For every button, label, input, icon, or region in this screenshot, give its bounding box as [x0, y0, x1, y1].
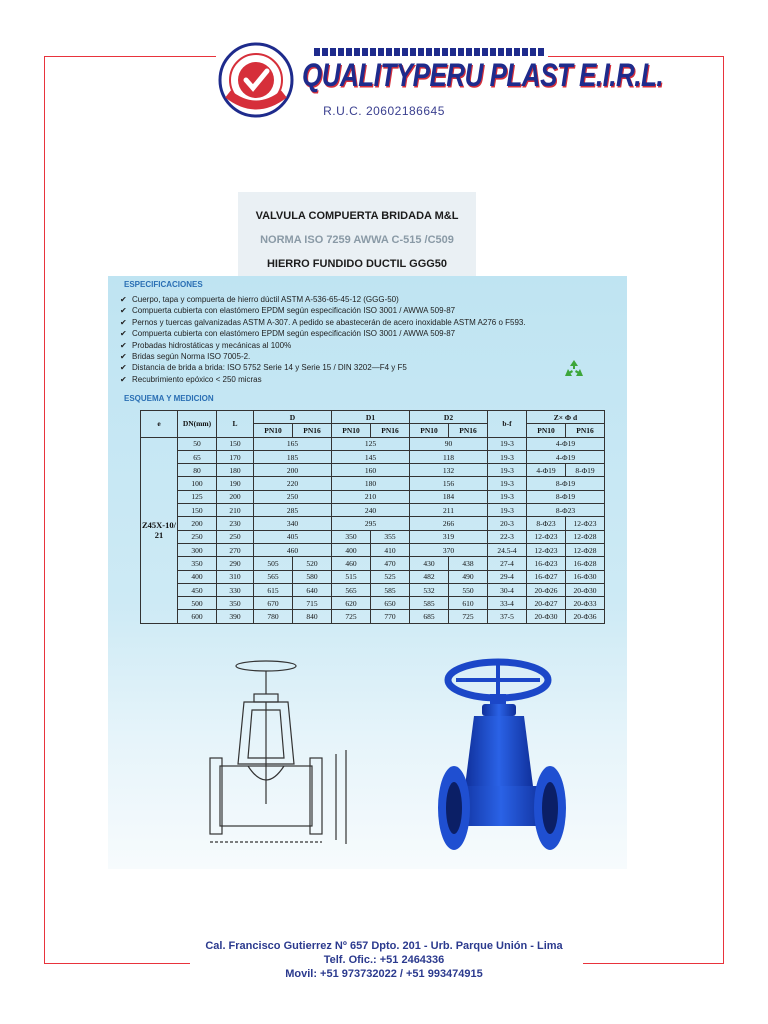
table-cell: 525 — [371, 570, 410, 583]
table-cell: 190 — [217, 477, 254, 490]
table-cell: 715 — [293, 597, 332, 610]
table-cell: 16-Φ30 — [566, 570, 605, 583]
product-title: VALVULA COMPUERTA BRIDADA M&L — [255, 210, 459, 222]
table-cell: 12-Φ23 — [566, 517, 605, 530]
table-cell: 8-Φ19 — [527, 477, 605, 490]
table-cell: 405 — [254, 530, 332, 543]
table-cell: 100 — [178, 477, 217, 490]
check-icon: ✔ — [120, 306, 127, 316]
spec-item — [120, 351, 526, 362]
table-cell: 240 — [332, 504, 410, 517]
table-cell: 8-Φ23 — [527, 517, 566, 530]
spec-text: Probadas hidrostáticas y mecánicas al 100% — [132, 340, 292, 350]
table-cell: 390 — [217, 610, 254, 623]
table-cell: 165 — [254, 437, 332, 450]
table-cell: 19-3 — [488, 477, 527, 490]
table-cell: 20-Φ33 — [566, 597, 605, 610]
table-cell: 685 — [410, 610, 449, 623]
table-cell: 780 — [254, 610, 293, 623]
check-icon: ✔ — [120, 363, 127, 373]
table-cell: 505 — [254, 557, 293, 570]
table-cell: 670 — [254, 597, 293, 610]
spec-item — [120, 317, 526, 328]
table-cell: 210 — [217, 504, 254, 517]
table-cell: 19-3 — [488, 464, 527, 477]
table-cell: 250 — [217, 530, 254, 543]
table-cell: 30-4 — [488, 583, 527, 596]
table-cell: 180 — [217, 464, 254, 477]
frame-top-left-line — [44, 56, 216, 57]
dimension-table — [140, 410, 605, 624]
table-row — [141, 543, 605, 556]
table-cell: 160 — [332, 464, 410, 477]
specs-list — [120, 294, 526, 385]
valve-technical-drawing — [208, 654, 358, 862]
table-cell: 500 — [178, 597, 217, 610]
table-cell: 840 — [293, 610, 332, 623]
product-material: HIERRO FUNDIDO DUCTIL GGG50 — [266, 258, 448, 270]
table-cell: 12-Φ23 — [527, 530, 566, 543]
table-cell: 600 — [178, 610, 217, 623]
brand-stripe — [314, 48, 544, 56]
table-cell: 185 — [254, 450, 332, 463]
spec-text: Bridas según Norma ISO 7005-2. — [132, 352, 251, 362]
table-cell: 270 — [217, 543, 254, 556]
footer-phone: Telf. Ofic.: +51 2464336 — [323, 954, 445, 966]
table-cell: 250 — [254, 490, 332, 503]
table-row — [141, 437, 605, 450]
table-cell: 65 — [178, 450, 217, 463]
table-cell: 550 — [449, 583, 488, 596]
frame-right-line — [723, 56, 724, 964]
table-cell: 150 — [178, 504, 217, 517]
table-cell: 27-4 — [488, 557, 527, 570]
table-cell: 532 — [410, 583, 449, 596]
table-cell: 19-3 — [488, 437, 527, 450]
table-cell: 330 — [217, 583, 254, 596]
table-cell: 12-Φ23 — [527, 543, 566, 556]
col-l: L — [217, 411, 254, 438]
table-row — [141, 477, 605, 490]
col-d: D — [254, 411, 332, 424]
table-cell: 400 — [332, 543, 371, 556]
table-cell: 490 — [449, 570, 488, 583]
spec-text: Recubrimiento epóxico < 250 micras — [132, 374, 262, 384]
table-cell: 20-3 — [488, 517, 527, 530]
table-cell: 20-Φ27 — [527, 597, 566, 610]
table-cell: 430 — [410, 557, 449, 570]
table-row — [141, 597, 605, 610]
table-cell: 16-Φ28 — [566, 557, 605, 570]
table-cell: 620 — [332, 597, 371, 610]
table-cell: 230 — [217, 517, 254, 530]
table-cell: 211 — [410, 504, 488, 517]
col-d1-pn16: PN16 — [371, 424, 410, 437]
table-cell: 4-Φ19 — [527, 437, 605, 450]
table-cell: 4-Φ19 — [527, 464, 566, 477]
brand-name: QUALITYPERU PLAST E.I.R.L. — [302, 56, 664, 94]
col-dn: DN(mm) — [178, 411, 217, 438]
spec-text: Distancia de brida a brida: ISO 5752 Serie 14 y Serie 15 / DIN 3202—F4 y F5 — [132, 363, 407, 373]
table-cell: 520 — [293, 557, 332, 570]
col-d2-pn16: PN16 — [449, 424, 488, 437]
table-cell: 585 — [371, 583, 410, 596]
table-cell: 20-Φ26 — [527, 583, 566, 596]
table-cell: 200 — [178, 517, 217, 530]
check-icon: ✔ — [120, 329, 127, 339]
table-row — [141, 464, 605, 477]
spec-item — [120, 362, 526, 373]
table-row — [141, 517, 605, 530]
table-cell: 80 — [178, 464, 217, 477]
table-cell: 22-3 — [488, 530, 527, 543]
table-cell: 585 — [410, 597, 449, 610]
table-cell: 118 — [410, 450, 488, 463]
table-cell: 220 — [254, 477, 332, 490]
spec-item — [120, 374, 526, 385]
footer-mobile: Movil: +51 973732022 / +51 993474915 — [285, 968, 483, 980]
table-cell: 350 — [178, 557, 217, 570]
table-cell: 16-Φ23 — [527, 557, 566, 570]
recycle-icon — [562, 358, 586, 382]
table-cell: 8-Φ23 — [527, 504, 605, 517]
table-cell: 725 — [332, 610, 371, 623]
spec-text: Cuerpo, tapa y compuerta de hierro dúctil ASTM A-536-65-45-12 (GGG-50) — [132, 295, 399, 304]
table-cell: 615 — [254, 583, 293, 596]
table-cell: 250 — [178, 530, 217, 543]
col-d2-pn10: PN10 — [410, 424, 449, 437]
col-z-pn10: PN10 — [527, 424, 566, 437]
table-row — [141, 570, 605, 583]
table-cell: 350 — [332, 530, 371, 543]
table-cell: 640 — [293, 583, 332, 596]
table-row — [141, 530, 605, 543]
table-cell: 319 — [410, 530, 488, 543]
table-cell: 200 — [254, 464, 332, 477]
table-cell: 285 — [254, 504, 332, 517]
scheme-title: ESQUEMA Y MEDICION — [124, 394, 214, 403]
frame-left-line — [44, 56, 45, 964]
check-icon: ✔ — [120, 317, 127, 327]
col-d-pn16: PN16 — [293, 424, 332, 437]
col-z-pn16: PN16 — [566, 424, 605, 437]
table-cell: 355 — [371, 530, 410, 543]
table-cell: 515 — [332, 570, 371, 583]
table-cell: 50 — [178, 437, 217, 450]
check-icon: ✔ — [120, 374, 127, 384]
table-cell: 37-5 — [488, 610, 527, 623]
table-cell: 210 — [332, 490, 410, 503]
check-icon: ✔ — [120, 340, 127, 350]
gate-valve-photo — [426, 654, 576, 866]
table-cell: 180 — [332, 477, 410, 490]
table-cell: 450 — [178, 583, 217, 596]
table-cell: 90 — [410, 437, 488, 450]
table-cell: 19-3 — [488, 450, 527, 463]
table-cell: 20-Φ30 — [527, 610, 566, 623]
table-cell: 156 — [410, 477, 488, 490]
check-icon: ✔ — [120, 352, 127, 362]
specs-title: ESPECIFICACIONES — [124, 280, 203, 289]
table-cell: 565 — [332, 583, 371, 596]
footer-address: Cal. Francisco Gutierrez Nº 657 Dpto. 201 - Urb. Parque Unión - Lima — [205, 940, 563, 952]
table-cell: 12-Φ28 — [566, 543, 605, 556]
table-cell: 29-4 — [488, 570, 527, 583]
table-cell: 8-Φ19 — [566, 464, 605, 477]
col-d1: D1 — [332, 411, 410, 424]
table-cell: 16-Φ27 — [527, 570, 566, 583]
col-bf: b-f — [488, 411, 527, 438]
table-row — [141, 490, 605, 503]
table-row — [141, 610, 605, 623]
table-cell: 125 — [178, 490, 217, 503]
dimension-table-body — [141, 437, 605, 623]
spec-item — [120, 305, 526, 316]
table-cell: 8-Φ19 — [527, 490, 605, 503]
table-cell: 33-4 — [488, 597, 527, 610]
table-cell: 400 — [178, 570, 217, 583]
table-cell: 580 — [293, 570, 332, 583]
table-cell: 725 — [449, 610, 488, 623]
table-cell: 350 — [217, 597, 254, 610]
table-cell: 410 — [371, 543, 410, 556]
check-icon: ✔ — [120, 295, 127, 304]
table-cell: 295 — [332, 517, 410, 530]
table-cell: 12-Φ28 — [566, 530, 605, 543]
col-e: e — [141, 411, 178, 438]
table-cell: 20-Φ36 — [566, 610, 605, 623]
spec-text: Compuerta cubierta con elastómero EPDM según especificación ISO 3001 / AWWA 509-87 — [132, 306, 456, 316]
table-cell: 470 — [371, 557, 410, 570]
table-cell: 266 — [410, 517, 488, 530]
table-cell: 650 — [371, 597, 410, 610]
spec-item — [120, 340, 526, 351]
table-cell: 4-Φ19 — [527, 450, 605, 463]
table-cell: 770 — [371, 610, 410, 623]
table-cell: 19-3 — [488, 504, 527, 517]
table-row — [141, 450, 605, 463]
table-cell: 290 — [217, 557, 254, 570]
model-cell: Z45X-10/21 — [141, 437, 178, 623]
table-cell: 170 — [217, 450, 254, 463]
table-cell: 150 — [217, 437, 254, 450]
spec-sheet — [108, 276, 627, 869]
table-cell: 184 — [410, 490, 488, 503]
col-d1-pn10: PN10 — [332, 424, 371, 437]
table-cell: 300 — [178, 543, 217, 556]
product-norm: NORMA ISO 7259 AWWA C-515 /C509 — [260, 234, 454, 246]
table-cell: 438 — [449, 557, 488, 570]
spec-text: Compuerta cubierta con elastómero EPDM según especificación ISO 3001 / AWWA 509-87 — [132, 329, 456, 339]
ruc-number: R.U.C. 20602186645 — [323, 104, 445, 118]
spec-text: Pernos y tuercas galvanizadas ASTM A-307. A pedido se abastecerán de acero inoxidable ASTM A276 o F593. — [132, 317, 526, 327]
product-title-box — [238, 192, 476, 276]
spec-item — [120, 328, 526, 339]
table-cell: 145 — [332, 450, 410, 463]
table-row — [141, 557, 605, 570]
spec-item — [120, 294, 526, 305]
table-row — [141, 583, 605, 596]
table-row — [141, 504, 605, 517]
table-cell: 310 — [217, 570, 254, 583]
table-cell: 20-Φ30 — [566, 583, 605, 596]
table-cell: 19-3 — [488, 490, 527, 503]
table-cell: 460 — [332, 557, 371, 570]
col-d2: D2 — [410, 411, 488, 424]
table-cell: 460 — [254, 543, 332, 556]
table-cell: 125 — [332, 437, 410, 450]
table-cell: 610 — [449, 597, 488, 610]
table-cell: 200 — [217, 490, 254, 503]
table-cell: 482 — [410, 570, 449, 583]
table-cell: 340 — [254, 517, 332, 530]
col-z: Z× Φ d — [527, 411, 605, 424]
table-cell: 132 — [410, 464, 488, 477]
table-cell: 370 — [410, 543, 488, 556]
col-d-pn10: PN10 — [254, 424, 293, 437]
table-cell: 24.5-4 — [488, 543, 527, 556]
table-cell: 565 — [254, 570, 293, 583]
